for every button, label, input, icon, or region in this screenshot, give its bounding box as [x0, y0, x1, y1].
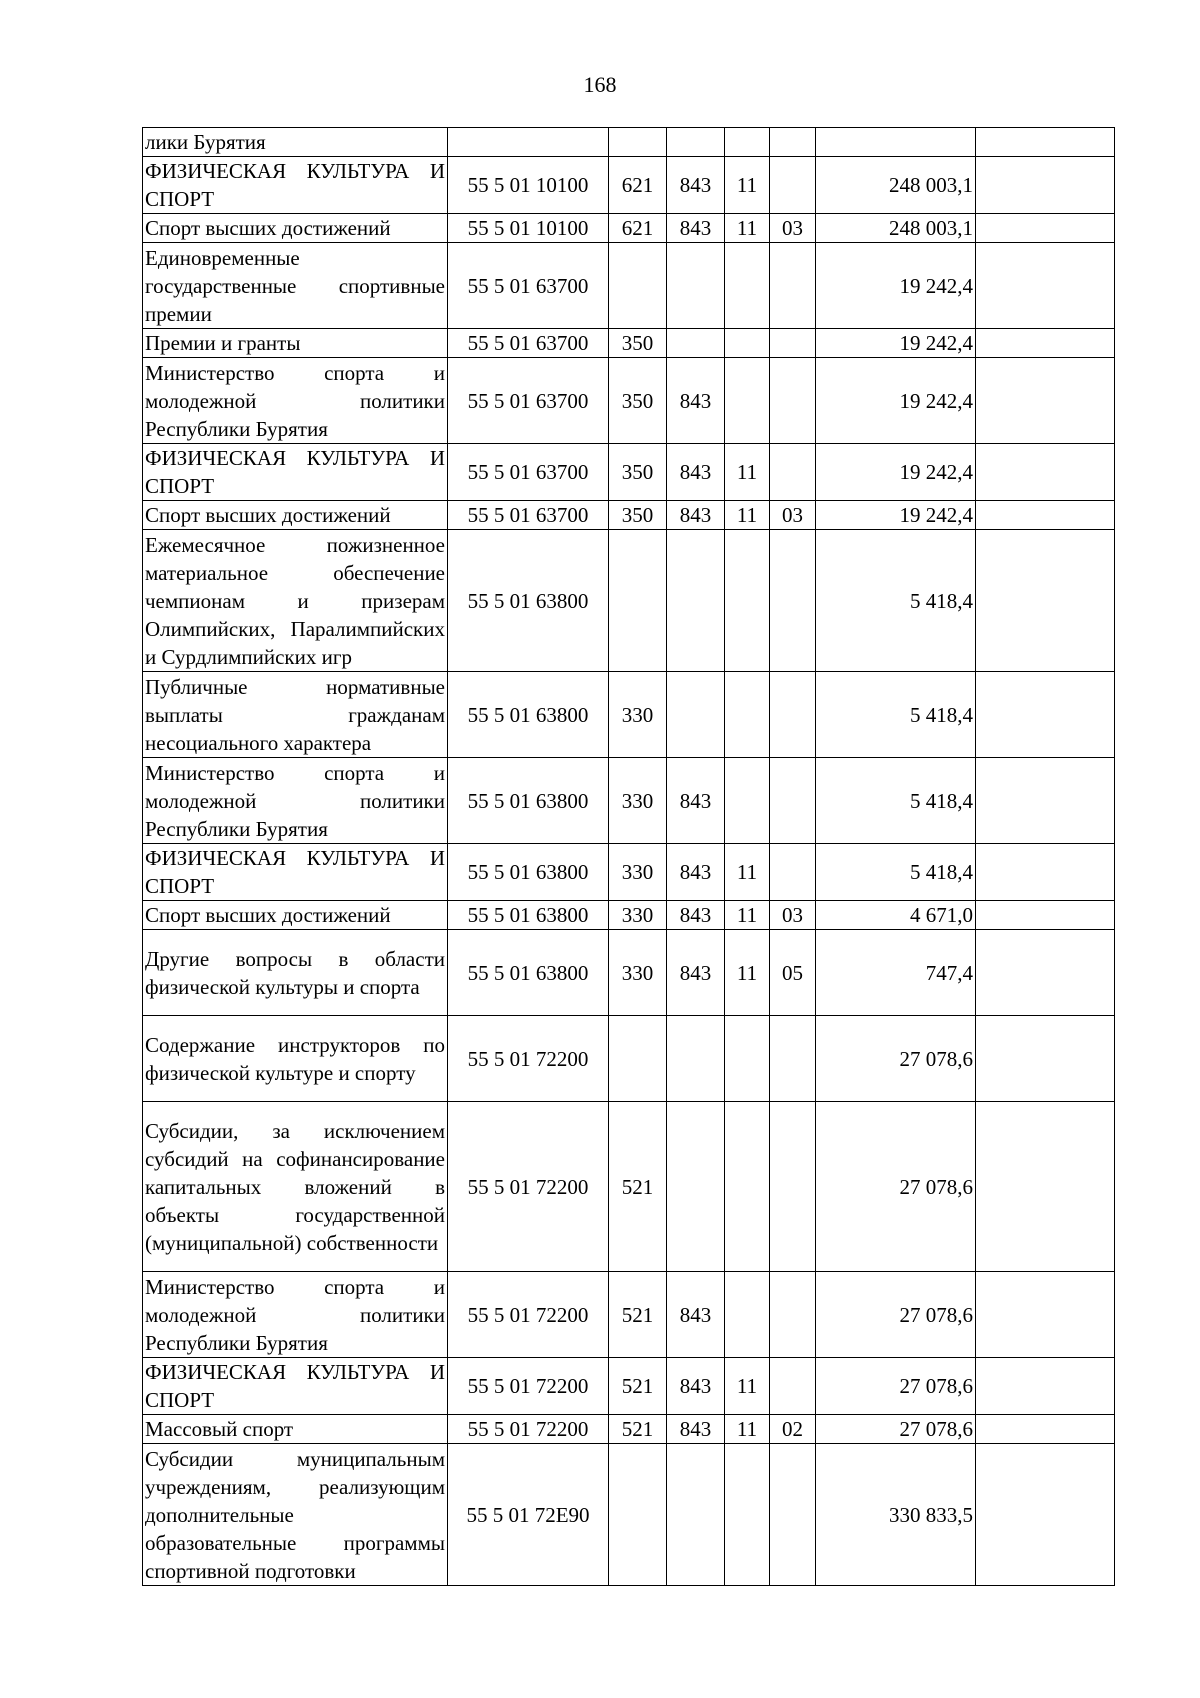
- cell-target-article: 55 5 01 63700: [448, 444, 609, 501]
- cell-administrator: 843: [667, 157, 725, 214]
- cell-target-article: 55 5 01 63800: [448, 901, 609, 930]
- cell-empty: [976, 901, 1115, 930]
- cell-subsection: [770, 444, 816, 501]
- table-row: [143, 243, 1115, 329]
- cell-amount: 5 418,4: [816, 672, 976, 758]
- cell-expense-type: 350: [609, 444, 667, 501]
- cell-name: Публичные нормативные выплаты гражданам несоциального характера: [143, 672, 448, 758]
- cell-amount: 19 242,4: [816, 243, 976, 329]
- cell-section: 11: [725, 901, 770, 930]
- cell-expense-type: 350: [609, 329, 667, 358]
- cell-target-article: 55 5 01 63800: [448, 930, 609, 1016]
- cell-subsection: [770, 758, 816, 844]
- cell-section: [725, 758, 770, 844]
- cell-name: Спорт высших достижений: [143, 214, 448, 243]
- table-row: [143, 930, 1115, 1016]
- cell-administrator: 843: [667, 1415, 725, 1444]
- cell-subsection: [770, 128, 816, 157]
- cell-expense-type: 521: [609, 1272, 667, 1358]
- cell-amount: 19 242,4: [816, 329, 976, 358]
- cell-expense-type: 330: [609, 758, 667, 844]
- cell-name: Спорт высших достижений: [143, 501, 448, 530]
- cell-administrator: [667, 672, 725, 758]
- table-row: [143, 358, 1115, 444]
- cell-amount: 27 078,6: [816, 1358, 976, 1415]
- cell-expense-type: 621: [609, 157, 667, 214]
- cell-empty: [976, 128, 1115, 157]
- cell-empty: [976, 501, 1115, 530]
- cell-amount: 248 003,1: [816, 214, 976, 243]
- cell-subsection: 03: [770, 901, 816, 930]
- cell-target-article: 55 5 01 63700: [448, 501, 609, 530]
- table-row: [143, 128, 1115, 157]
- cell-name: Другие вопросы в области физической культуры и спорта: [143, 930, 448, 1016]
- cell-administrator: 843: [667, 1272, 725, 1358]
- cell-name: Министерство спорта и молодежной политики Республики Бурятия: [143, 1272, 448, 1358]
- table-row: [143, 444, 1115, 501]
- cell-section: [725, 1102, 770, 1272]
- cell-name: Премии и гранты: [143, 329, 448, 358]
- cell-subsection: [770, 1272, 816, 1358]
- cell-amount: 27 078,6: [816, 1272, 976, 1358]
- cell-target-article: 55 5 01 63800: [448, 530, 609, 672]
- cell-empty: [976, 930, 1115, 1016]
- cell-administrator: 843: [667, 844, 725, 901]
- cell-expense-type: [609, 530, 667, 672]
- cell-expense-type: 521: [609, 1102, 667, 1272]
- cell-subsection: [770, 329, 816, 358]
- cell-administrator: 843: [667, 214, 725, 243]
- cell-expense-type: [609, 128, 667, 157]
- cell-section: [725, 329, 770, 358]
- cell-target-article: 55 5 01 10100: [448, 214, 609, 243]
- cell-name: ФИЗИЧЕСКАЯ КУЛЬТУРА И СПОРТ: [143, 1358, 448, 1415]
- table-row: [143, 758, 1115, 844]
- cell-name: Субсидии муниципальным учреждениям, реализующим дополнительные образовательные программы спортивной подготовки: [143, 1444, 448, 1586]
- cell-empty: [976, 1102, 1115, 1272]
- cell-section: 11: [725, 157, 770, 214]
- cell-section: [725, 358, 770, 444]
- cell-name: Министерство спорта и молодежной политики Республики Бурятия: [143, 358, 448, 444]
- cell-expense-type: 621: [609, 214, 667, 243]
- cell-subsection: 03: [770, 214, 816, 243]
- table-row: [143, 844, 1115, 901]
- cell-amount: 5 418,4: [816, 758, 976, 844]
- cell-expense-type: [609, 1016, 667, 1102]
- cell-target-article: 55 5 01 72200: [448, 1102, 609, 1272]
- cell-section: [725, 530, 770, 672]
- table-row: [143, 1102, 1115, 1272]
- cell-section: [725, 1272, 770, 1358]
- cell-empty: [976, 1272, 1115, 1358]
- cell-empty: [976, 1358, 1115, 1415]
- cell-expense-type: 521: [609, 1415, 667, 1444]
- cell-empty: [976, 758, 1115, 844]
- cell-amount: 5 418,4: [816, 844, 976, 901]
- cell-target-article: 55 5 01 63700: [448, 358, 609, 444]
- table-row: [143, 1444, 1115, 1586]
- cell-name: Спорт высших достижений: [143, 901, 448, 930]
- cell-name: Министерство спорта и молодежной политики Республики Бурятия: [143, 758, 448, 844]
- cell-section: 11: [725, 1415, 770, 1444]
- cell-administrator: 843: [667, 901, 725, 930]
- cell-amount: [816, 128, 976, 157]
- cell-subsection: [770, 1358, 816, 1415]
- cell-expense-type: 521: [609, 1358, 667, 1415]
- cell-name: ФИЗИЧЕСКАЯ КУЛЬТУРА И СПОРТ: [143, 444, 448, 501]
- cell-amount: 27 078,6: [816, 1016, 976, 1102]
- cell-amount: 27 078,6: [816, 1102, 976, 1272]
- cell-expense-type: 350: [609, 501, 667, 530]
- table-row: [143, 1016, 1115, 1102]
- cell-administrator: 843: [667, 758, 725, 844]
- table-row: [143, 901, 1115, 930]
- cell-amount: 330 833,5: [816, 1444, 976, 1586]
- cell-amount: 4 671,0: [816, 901, 976, 930]
- cell-section: [725, 243, 770, 329]
- cell-name: ФИЗИЧЕСКАЯ КУЛЬТУРА И СПОРТ: [143, 844, 448, 901]
- cell-subsection: [770, 1016, 816, 1102]
- cell-expense-type: 350: [609, 358, 667, 444]
- cell-section: 11: [725, 1358, 770, 1415]
- cell-target-article: 55 5 01 63800: [448, 844, 609, 901]
- cell-subsection: 03: [770, 501, 816, 530]
- cell-empty: [976, 672, 1115, 758]
- cell-empty: [976, 1016, 1115, 1102]
- budget-table: [142, 127, 1115, 1586]
- cell-target-article: 55 5 01 72E90: [448, 1444, 609, 1586]
- table-row: [143, 501, 1115, 530]
- cell-administrator: 843: [667, 930, 725, 1016]
- cell-name: Массовый спорт: [143, 1415, 448, 1444]
- table-row: [143, 157, 1115, 214]
- cell-expense-type: 330: [609, 844, 667, 901]
- cell-empty: [976, 329, 1115, 358]
- cell-name: лики Бурятия: [143, 128, 448, 157]
- cell-amount: 747,4: [816, 930, 976, 1016]
- cell-target-article: 55 5 01 63800: [448, 758, 609, 844]
- table-row: [143, 1415, 1115, 1444]
- cell-target-article: 55 5 01 72200: [448, 1272, 609, 1358]
- cell-section: 11: [725, 501, 770, 530]
- cell-expense-type: 330: [609, 901, 667, 930]
- cell-section: 11: [725, 930, 770, 1016]
- cell-subsection: [770, 157, 816, 214]
- budget-table-body: [143, 128, 1115, 1586]
- table-row: [143, 530, 1115, 672]
- cell-expense-type: [609, 1444, 667, 1586]
- cell-amount: 19 242,4: [816, 444, 976, 501]
- cell-target-article: 55 5 01 72200: [448, 1358, 609, 1415]
- cell-administrator: 843: [667, 501, 725, 530]
- cell-expense-type: 330: [609, 672, 667, 758]
- cell-subsection: 02: [770, 1415, 816, 1444]
- page-number: 168: [583, 72, 617, 97]
- cell-amount: 27 078,6: [816, 1415, 976, 1444]
- table-row: [143, 672, 1115, 758]
- cell-empty: [976, 530, 1115, 672]
- cell-section: 11: [725, 214, 770, 243]
- table-row: [143, 214, 1115, 243]
- cell-target-article: 55 5 01 63700: [448, 243, 609, 329]
- cell-name: Ежемесячное пожизненное материальное обеспечение чемпионам и призерам Олимпийских, Паралимпийских и Сурдлимпийских игр: [143, 530, 448, 672]
- cell-empty: [976, 358, 1115, 444]
- cell-subsection: [770, 844, 816, 901]
- cell-administrator: 843: [667, 1358, 725, 1415]
- cell-section: 11: [725, 844, 770, 901]
- cell-target-article: 55 5 01 72200: [448, 1415, 609, 1444]
- cell-section: [725, 128, 770, 157]
- table-row: [143, 1358, 1115, 1415]
- cell-administrator: [667, 530, 725, 672]
- cell-administrator: 843: [667, 444, 725, 501]
- cell-name: Содержание инструкторов по физической культуре и спорту: [143, 1016, 448, 1102]
- cell-administrator: [667, 1444, 725, 1586]
- cell-subsection: [770, 358, 816, 444]
- cell-expense-type: [609, 243, 667, 329]
- cell-empty: [976, 1444, 1115, 1586]
- cell-subsection: [770, 1444, 816, 1586]
- cell-amount: 19 242,4: [816, 501, 976, 530]
- cell-name: ФИЗИЧЕСКАЯ КУЛЬТУРА И СПОРТ: [143, 157, 448, 214]
- cell-section: [725, 672, 770, 758]
- cell-target-article: 55 5 01 63700: [448, 329, 609, 358]
- cell-empty: [976, 844, 1115, 901]
- cell-administrator: [667, 329, 725, 358]
- cell-target-article: [448, 128, 609, 157]
- cell-administrator: [667, 1016, 725, 1102]
- cell-section: [725, 1016, 770, 1102]
- cell-section: [725, 1444, 770, 1586]
- cell-amount: 19 242,4: [816, 358, 976, 444]
- cell-target-article: 55 5 01 10100: [448, 157, 609, 214]
- cell-empty: [976, 444, 1115, 501]
- cell-name: Субсидии, за исключением субсидий на софинансирование капитальных вложений в объекты государственной (муниципальной) собственности: [143, 1102, 448, 1272]
- cell-subsection: [770, 530, 816, 672]
- cell-target-article: 55 5 01 72200: [448, 1016, 609, 1102]
- cell-name: Единовременные государственные спортивные премии: [143, 243, 448, 329]
- cell-amount: 5 418,4: [816, 530, 976, 672]
- cell-administrator: [667, 128, 725, 157]
- cell-empty: [976, 214, 1115, 243]
- cell-expense-type: 330: [609, 930, 667, 1016]
- cell-empty: [976, 1415, 1115, 1444]
- cell-administrator: [667, 243, 725, 329]
- cell-empty: [976, 243, 1115, 329]
- cell-target-article: 55 5 01 63800: [448, 672, 609, 758]
- cell-subsection: 05: [770, 930, 816, 1016]
- cell-subsection: [770, 1102, 816, 1272]
- cell-section: 11: [725, 444, 770, 501]
- table-row: [143, 329, 1115, 358]
- cell-administrator: 843: [667, 358, 725, 444]
- cell-administrator: [667, 1102, 725, 1272]
- table-row: [143, 1272, 1115, 1358]
- cell-empty: [976, 157, 1115, 214]
- cell-amount: 248 003,1: [816, 157, 976, 214]
- cell-subsection: [770, 243, 816, 329]
- cell-subsection: [770, 672, 816, 758]
